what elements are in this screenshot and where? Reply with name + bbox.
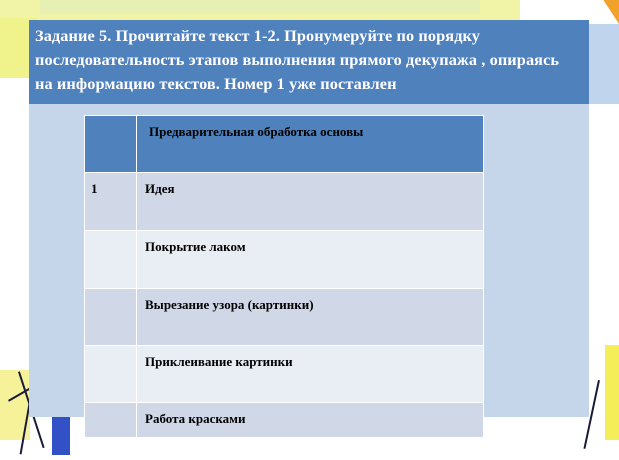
table-header-row <box>85 116 484 173</box>
decor-top-green-band <box>40 0 480 14</box>
table-row <box>85 403 484 438</box>
step-text-cell: Идея <box>137 173 484 231</box>
step-number-cell[interactable] <box>85 403 137 438</box>
table-row <box>85 173 484 231</box>
table-row <box>85 346 484 403</box>
step-text-cell: Покрытие лаком <box>137 231 484 289</box>
step-text-cell: Работа красками <box>137 403 484 438</box>
header-number-cell <box>85 116 137 173</box>
decor-right-blue-block <box>589 24 619 104</box>
steps-table <box>84 115 484 438</box>
header-text-cell: Предварительная обработка основы <box>137 116 484 173</box>
step-text-cell: Приклеивание картинки <box>137 346 484 403</box>
table-row <box>85 231 484 289</box>
decor-right-yellow-block <box>605 345 619 440</box>
step-number-cell[interactable]: 1 <box>85 173 137 231</box>
decor-bottom-blue-bar <box>52 415 70 455</box>
task-header <box>29 20 589 104</box>
task-title: Задание 5. Прочитайте текст 1-2. Пронумеруйте по порядку последовательность этапов выполнения прямого декупажа , опираясь на информацию текстов. Номер 1 уже поставлен <box>35 26 560 93</box>
step-number-cell[interactable] <box>85 231 137 289</box>
step-text-cell: Вырезание узора (картинки) <box>137 289 484 346</box>
step-number-cell[interactable] <box>85 289 137 346</box>
table-row <box>85 289 484 346</box>
step-number-cell[interactable] <box>85 346 137 403</box>
decor-orange-corner <box>593 0 619 24</box>
